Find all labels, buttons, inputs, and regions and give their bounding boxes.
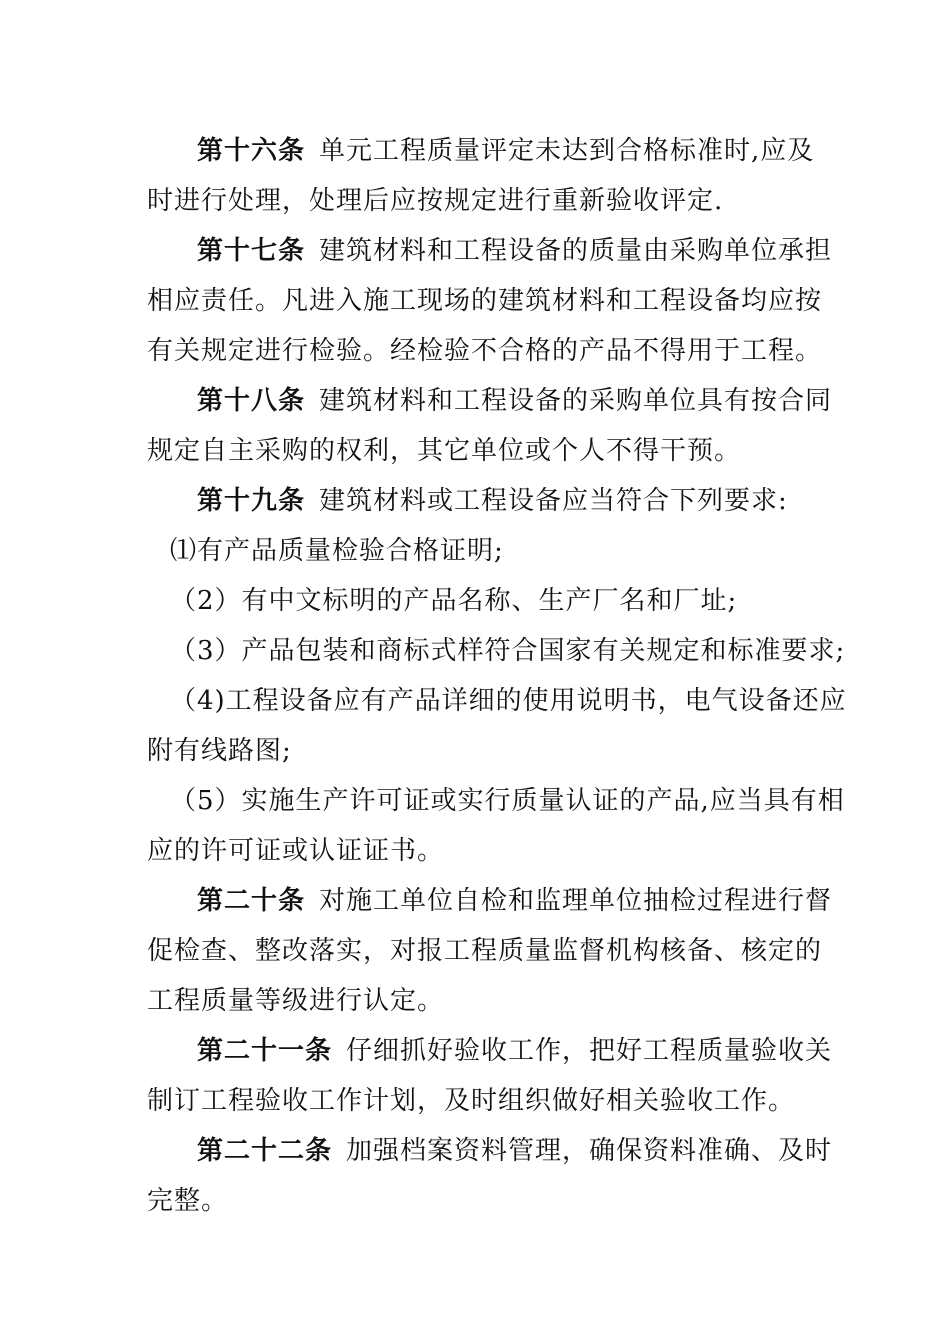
article-21-first-line: [197, 1031, 877, 1071]
requirement-item-1: ⑴有产品质量检验合格证明;: [170, 536, 504, 566]
article-20-number: 第二十条: [197, 886, 306, 916]
article-17-first-line: [197, 231, 877, 271]
requirement-item-5: （5）实施生产许可证或实行质量认证的产品,应当具有相: [170, 786, 845, 816]
article-18-line-2: 规定自主采购的权利，其它单位或个人不得干预。: [147, 436, 742, 466]
article-20-first-line: [197, 881, 877, 921]
article-21-number: 第二十一条: [197, 1036, 333, 1066]
article-17-text: 建筑材料和工程设备的质量由采购单位承担: [319, 236, 833, 266]
requirement-item-3: （3）产品包装和商标式样符合国家有关规定和标准要求;: [170, 636, 846, 666]
requirement-item-5-cont: 应的许可证或认证证书。: [147, 836, 445, 866]
article-17-line-3: 有关规定进行检验。经检验不合格的产品不得用于工程。: [147, 336, 823, 366]
requirement-item-4-cont: 附有线路图;: [147, 736, 292, 766]
article-20-line-3: 工程质量等级进行认定。: [147, 986, 445, 1016]
article-18-text: 建筑材料和工程设备的采购单位具有按合同: [319, 386, 833, 416]
article-19-first-line: [197, 481, 877, 521]
article-18-first-line: [197, 381, 877, 421]
article-16-first-line: [197, 131, 877, 171]
article-16-text: 单元工程质量评定未达到合格标准时,应及: [319, 136, 815, 166]
article-17-number: 第十七条: [197, 236, 306, 266]
article-21-text: 仔细抓好验收工作，把好工程质量验收关: [346, 1036, 833, 1066]
article-22-line-2: 完整。: [147, 1186, 229, 1216]
article-22-first-line: [197, 1131, 877, 1171]
article-22-text: 加强档案资料管理，确保资料准确、及时: [346, 1136, 833, 1166]
article-19-number: 第十九条: [197, 486, 306, 516]
requirement-item-2: （2）有中文标明的产品名称、生产厂名和厂址;: [170, 586, 738, 616]
article-17-line-2: 相应责任。凡进入施工现场的建筑材料和工程设备均应按: [147, 286, 823, 316]
article-20-text: 对施工单位自检和监理单位抽检过程进行督: [319, 886, 833, 916]
article-22-number: 第二十二条: [197, 1136, 333, 1166]
requirement-item-4: （4)工程设备应有产品详细的使用说明书，电气设备还应: [170, 686, 847, 716]
article-16-number: 第十六条: [197, 136, 306, 166]
article-18-number: 第十八条: [197, 386, 306, 416]
article-20-line-2: 促检查、整改落实，对报工程质量监督机构核备、核定的: [147, 936, 823, 966]
article-21-line-2: 制订工程验收工作计划，及时组织做好相关验收工作。: [147, 1086, 796, 1116]
article-16-line-2: 时进行处理，处理后应按规定进行重新验收评定.: [147, 186, 724, 216]
article-19-text: 建筑材料或工程设备应当符合下列要求:: [319, 486, 788, 516]
